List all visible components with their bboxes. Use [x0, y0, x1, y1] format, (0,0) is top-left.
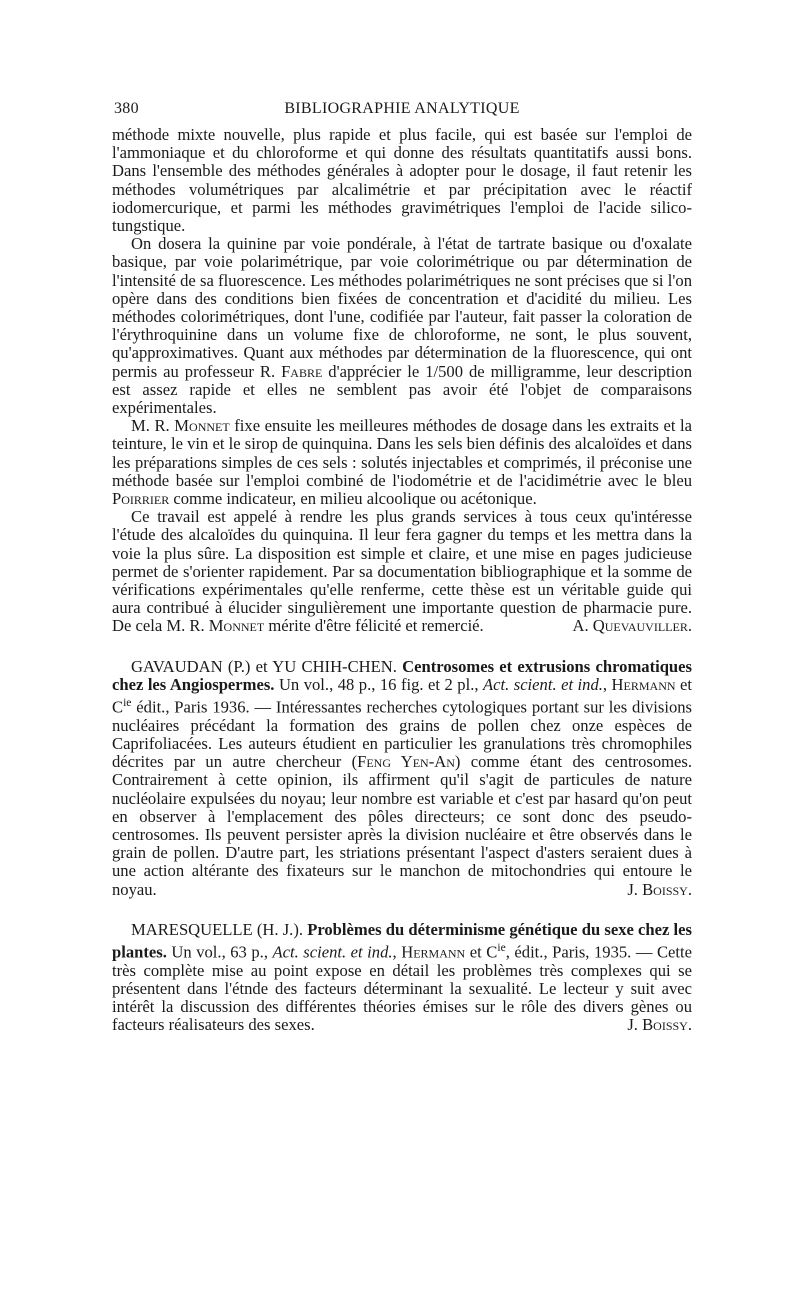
person-name: Monnet: [174, 416, 230, 436]
paragraph: [112, 658, 692, 899]
review-authors: MARESQUELLE (H. J.).: [131, 919, 303, 939]
text-run: , édit., Paris, 1935. — Cette très complète mise au point expose en détail les problèmes très complexes qui se présentent dans l'étnde des facteurs déterminant la sexualité. Le lecteur y suit avec intérêt la discussion des différentes théories émises sur le rôle des divers gènes ou facteurs réalisateurs des sexes.: [112, 942, 693, 1035]
person-name: Feng Yen-An: [357, 752, 455, 772]
text-run: édit., Paris 1936. — Intéressantes recherches cytologiques portant sur les divisions nucléaires précédant la formation des grains de pollen chez onze espèces de Caprifoliacées. Les auteurs étudient en particulier les granulations très chromophiles décrites par un autre chercheur (: [112, 697, 692, 772]
person-name: Fabre: [281, 361, 323, 381]
text-run: On dosera la quinine par voie pondérale, à l'état de tartrate basique ou d'oxalate basique, par voie polarimétrique, par voie colorimétrique ou par détermination de l'intensité de sa fluorescence. Les méthodes polarimétriques ne sont précises que si l'on opère dans des conditions bien fixées de concentration et d'acidité du milieu. Les méthodes colorimétriques, dont l'une, codifiée par l'auteur, fait passer la coloration de l'érythroquinine dans un volume fixe de chloroforme, ne sont, le plus souvent, qu'approximatives. Quant aux méthodes par détermination de la fluorescence, qui ont permis au professeur R.: [112, 234, 692, 381]
paragraph: [112, 235, 692, 417]
paragraph: [112, 921, 692, 1035]
reviewer-signature: J. Boissy.: [627, 1015, 692, 1035]
person-name: Monnet: [208, 616, 265, 636]
reviewer-signature: A. Quevauviller.: [572, 616, 692, 636]
text-run: comme indicateur, en milieu alcoolique ou acétonique.: [169, 489, 537, 509]
page-number: 380: [114, 100, 139, 117]
review-book-title: Problèmes du déterminisme génétique du sexe chez les plantes.: [112, 919, 692, 962]
publisher-name: Hermann: [611, 674, 676, 694]
text-run: ,: [392, 942, 402, 962]
reviewer-signature: J. Boissy.: [627, 879, 692, 899]
text-run: fixe ensuite les meilleures méthodes de dosage dans les extraits et la teinture, le vin et le sirop de quinquina. Dans les sels bien définis des alcaloïdes et dans les préparations simples de ces sels : solutés injectables et comprimés, il préconise une méthode basée sur l'emploi combiné de l'iodométrie et de l'acidimétrie avec le bleu: [112, 416, 692, 490]
review-maresquelle: [112, 921, 692, 1035]
person-name: Poirrier: [112, 489, 170, 509]
text-run: Un vol., 63 p.,: [166, 942, 273, 962]
spacer: [112, 636, 692, 658]
review-authors: GAVAUDAN (P.) et YU CHIH-CHEN.: [131, 656, 397, 676]
superscript: ie: [497, 941, 506, 955]
text-run: Ce travail est appelé à rendre les plus grands services à tous ceux qu'intéresse l'étude des alcaloïdes du quinquina. Il leur fera gagner du temps et les mettra dans la voie la plus sûre. La disposition est simple et claire, et une mise en pages judicieuse permet de s'orienter rapidement. Par sa documentation bibliographique et la somme de vérifications expérimentales qu'elle renferme, cette thèse est un véritable guide qui aura contribué à élucider singulièrement une importante question de pharmacie pure. De cela M. R.: [112, 507, 692, 636]
text-run: et C: [465, 942, 498, 962]
text-run: et C: [112, 674, 693, 717]
series-name: Act. scient. et ind.: [482, 674, 603, 694]
text-run: Un vol., 48 p., 16 fig. et 2 pl.,: [274, 674, 483, 694]
spacer: [112, 899, 692, 921]
review-book-title: Centrosomes et extrusions chromatiques chez les Angiospermes.: [112, 656, 692, 694]
text-run: ,: [602, 674, 612, 694]
review-monnet: [112, 126, 692, 636]
paragraph: [112, 417, 692, 508]
series-name: Act. scient. et ind.: [272, 942, 393, 962]
text-run: M. R.: [131, 416, 175, 436]
superscript: ie: [123, 696, 132, 710]
text-run: mérite d'être félicité et remercié.: [264, 616, 484, 636]
review-gavaudan: [112, 658, 692, 899]
paragraph: méthode mixte nouvelle, plus rapide et plus facile, qui est basée sur l'emploi de l'ammoniaque et du chloroforme et qui donne des résultats quantitatifs aussi bons. Dans l'ensemble des méthodes générales à adopter pour le dosage, il faut retenir les méthodes volumétriques par alcalimétrie et par précipitation avec le réactif iodomercurique, et parmi les méthodes gravimétriques l'emploi de l'acide silico-tungstique.: [112, 125, 692, 236]
page-header: [112, 100, 692, 124]
paragraph: [112, 508, 692, 635]
text-run: d'apprécier le 1/500 de milligramme, leur description est assez rapide et elles ne semblent pas avoir été l'objet de comparaisons expérimentales.: [112, 361, 693, 418]
running-title: BIBLIOGRAPHIE ANALYTIQUE: [284, 100, 520, 117]
page-body: [112, 126, 692, 1035]
publisher-name: Hermann: [401, 942, 466, 962]
text-run: ) comme étant des centrosomes. Contrairement à cette opinion, ils affirment qu'il s'agit de particules de nature nucléolaire expulsées du noyau; leur nombre est variable et c'est par hasard qu'on peut en observer à l'emplacement des pôles directeurs; ce sont donc des pseudo-centrosomes. Ils peuvent persister après la division nucléaire et être observés dans le grain de pollen. D'autre part, les striations présentant l'aspect d'asters seraient dues à une action altérante des fixateurs sur le manchon de mitochondries qui entoure le noyau.: [112, 752, 693, 899]
